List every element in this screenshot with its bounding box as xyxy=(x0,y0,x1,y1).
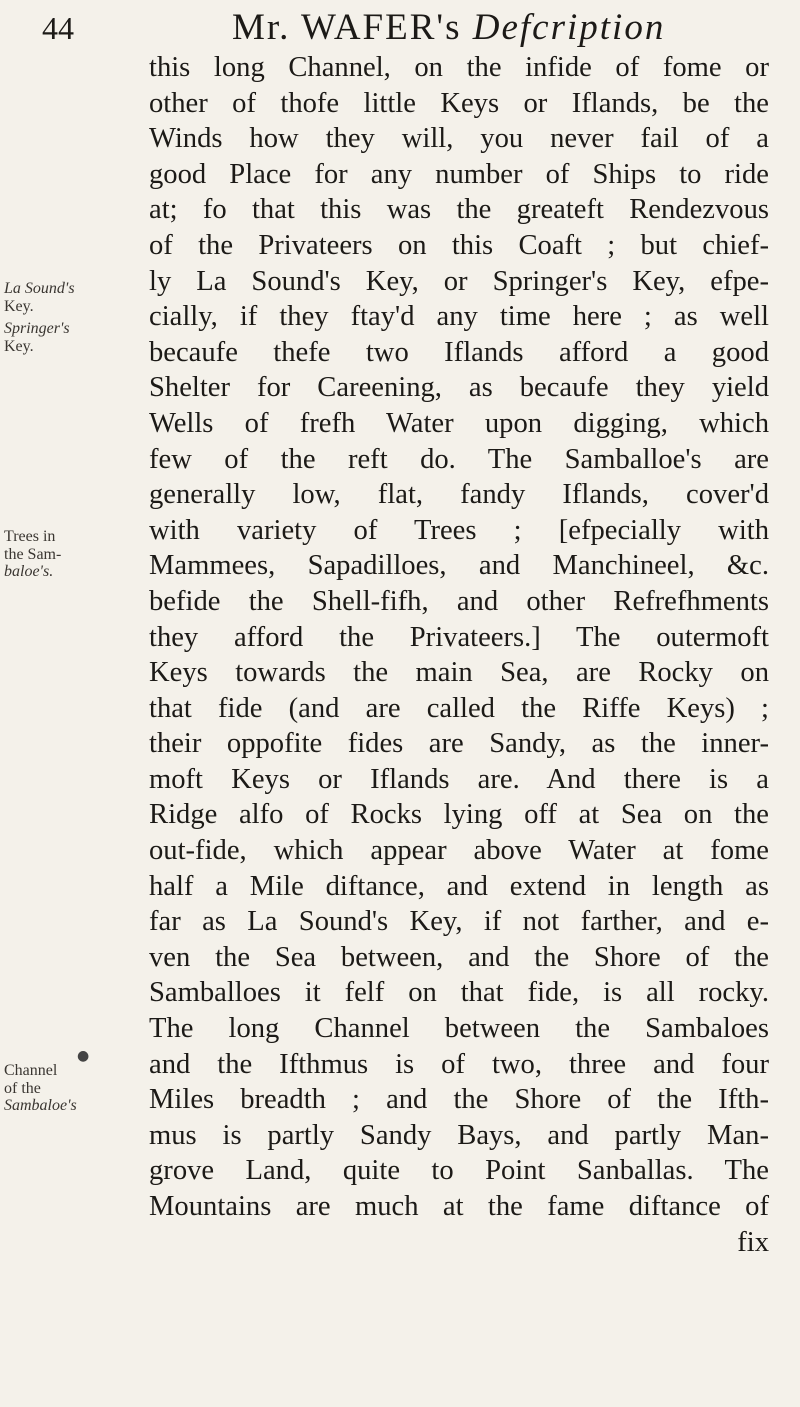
text-line: The long Channel between the Sambaloes xyxy=(149,1013,769,1045)
text-line: mus is partly Sandy Bays, and partly Man- xyxy=(149,1119,769,1151)
text-line: ven the Sea between, and the Shore of the xyxy=(149,941,769,973)
text-line: Winds how they will, you never fail of a xyxy=(149,123,769,155)
text-line: half a Mile diftance, and extend in length as xyxy=(149,870,769,902)
text-line: moft Keys or Iflands are. And there is a xyxy=(149,763,769,795)
text-line: becaufe thefe two Iflands afford a good xyxy=(149,336,769,368)
sidenote-line: baloe's. xyxy=(4,563,54,580)
text-line: Samballoes it felf on that fide, is all rocky. xyxy=(149,977,769,1009)
text-line: Ridge alfo of Rocks lying off at Sea on the xyxy=(149,799,769,831)
page-header xyxy=(42,2,762,52)
text-line: befide the Shell-fifh, and other Refrefhments xyxy=(149,585,769,617)
text-line: grove Land, quite to Point Sanballas. The xyxy=(149,1155,769,1187)
text-line: Mammees, Sapadilloes, and Manchineel, &c. xyxy=(149,550,769,582)
text-line: Keys towards the main Sea, are Rocky on xyxy=(149,657,769,689)
text-line: of the Privateers on this Coaft ; but chief- xyxy=(149,229,769,261)
text-line: that fide (and are called the Riffe Keys) ; xyxy=(149,692,769,724)
sidenote-line: Sambaloe's xyxy=(4,1097,77,1114)
text-line: generally low, flat, fandy Iflands, cover'd xyxy=(149,479,769,511)
sidenote-line: Key. xyxy=(4,297,34,315)
text-line: cially, if they ftay'd any time here ; as well xyxy=(149,301,769,333)
text-line: and the Ifthmus is of two, three and four xyxy=(149,1048,769,1080)
text-line: this long Channel, on the infide of fome or xyxy=(149,52,769,83)
sidenote-line: Key. xyxy=(4,337,34,355)
text-line: their oppofite fides are Sandy, as the inner- xyxy=(149,728,769,760)
text-line: Shelter for Careening, as becaufe they yield xyxy=(149,372,769,404)
sidenote-line: Springer's xyxy=(4,320,70,337)
running-head-author: Mr. WAFER's xyxy=(232,7,462,48)
text-line: at; fo that this was the greateft Rendezvous xyxy=(149,194,769,226)
text-line: out-fide, which appear above Water at fome xyxy=(149,835,769,867)
sidenote-springers-key xyxy=(4,320,96,355)
text-line: far as La Sound's Key, if not farther, and e- xyxy=(149,906,769,938)
running-head xyxy=(232,6,665,49)
text-line: Wells of frefh Water upon digging, which xyxy=(149,407,769,439)
page-number: 44 xyxy=(42,10,74,46)
text-line: with variety of Trees ; [efpecially with xyxy=(149,514,769,546)
sidenote-line: Trees in xyxy=(4,528,56,545)
text-line: ly La Sound's Key, or Springer's Key, efpe- xyxy=(149,265,769,297)
sidenote-line: La Sound's xyxy=(4,280,75,297)
running-head-title: Defcription xyxy=(472,7,666,48)
sidenote-line: the Sam- xyxy=(4,545,62,563)
sidenote-trees xyxy=(4,528,96,581)
sidenote-channel xyxy=(4,1062,96,1115)
text-line: they afford the Privateers.] The outermoft xyxy=(149,621,769,653)
catchword: fix xyxy=(737,1226,769,1258)
text-line: Mountains are much at the fame diftance of xyxy=(149,1191,769,1222)
text-line: other of thofe little Keys or Iflands, be the xyxy=(149,87,769,119)
sidenote-line: of the xyxy=(4,1079,41,1097)
sidenote-la-sounds-key xyxy=(4,280,96,315)
body-text xyxy=(149,50,769,1260)
text-line: good Place for any number of Ships to ride xyxy=(149,158,769,190)
text-line: Miles breadth ; and the Shore of the Ifth- xyxy=(149,1084,769,1116)
text-line: few of the reft do. The Samballoe's are xyxy=(149,443,769,475)
ink-blot-icon: ● xyxy=(77,1048,90,1064)
sidenote-line: Channel xyxy=(4,1062,58,1079)
